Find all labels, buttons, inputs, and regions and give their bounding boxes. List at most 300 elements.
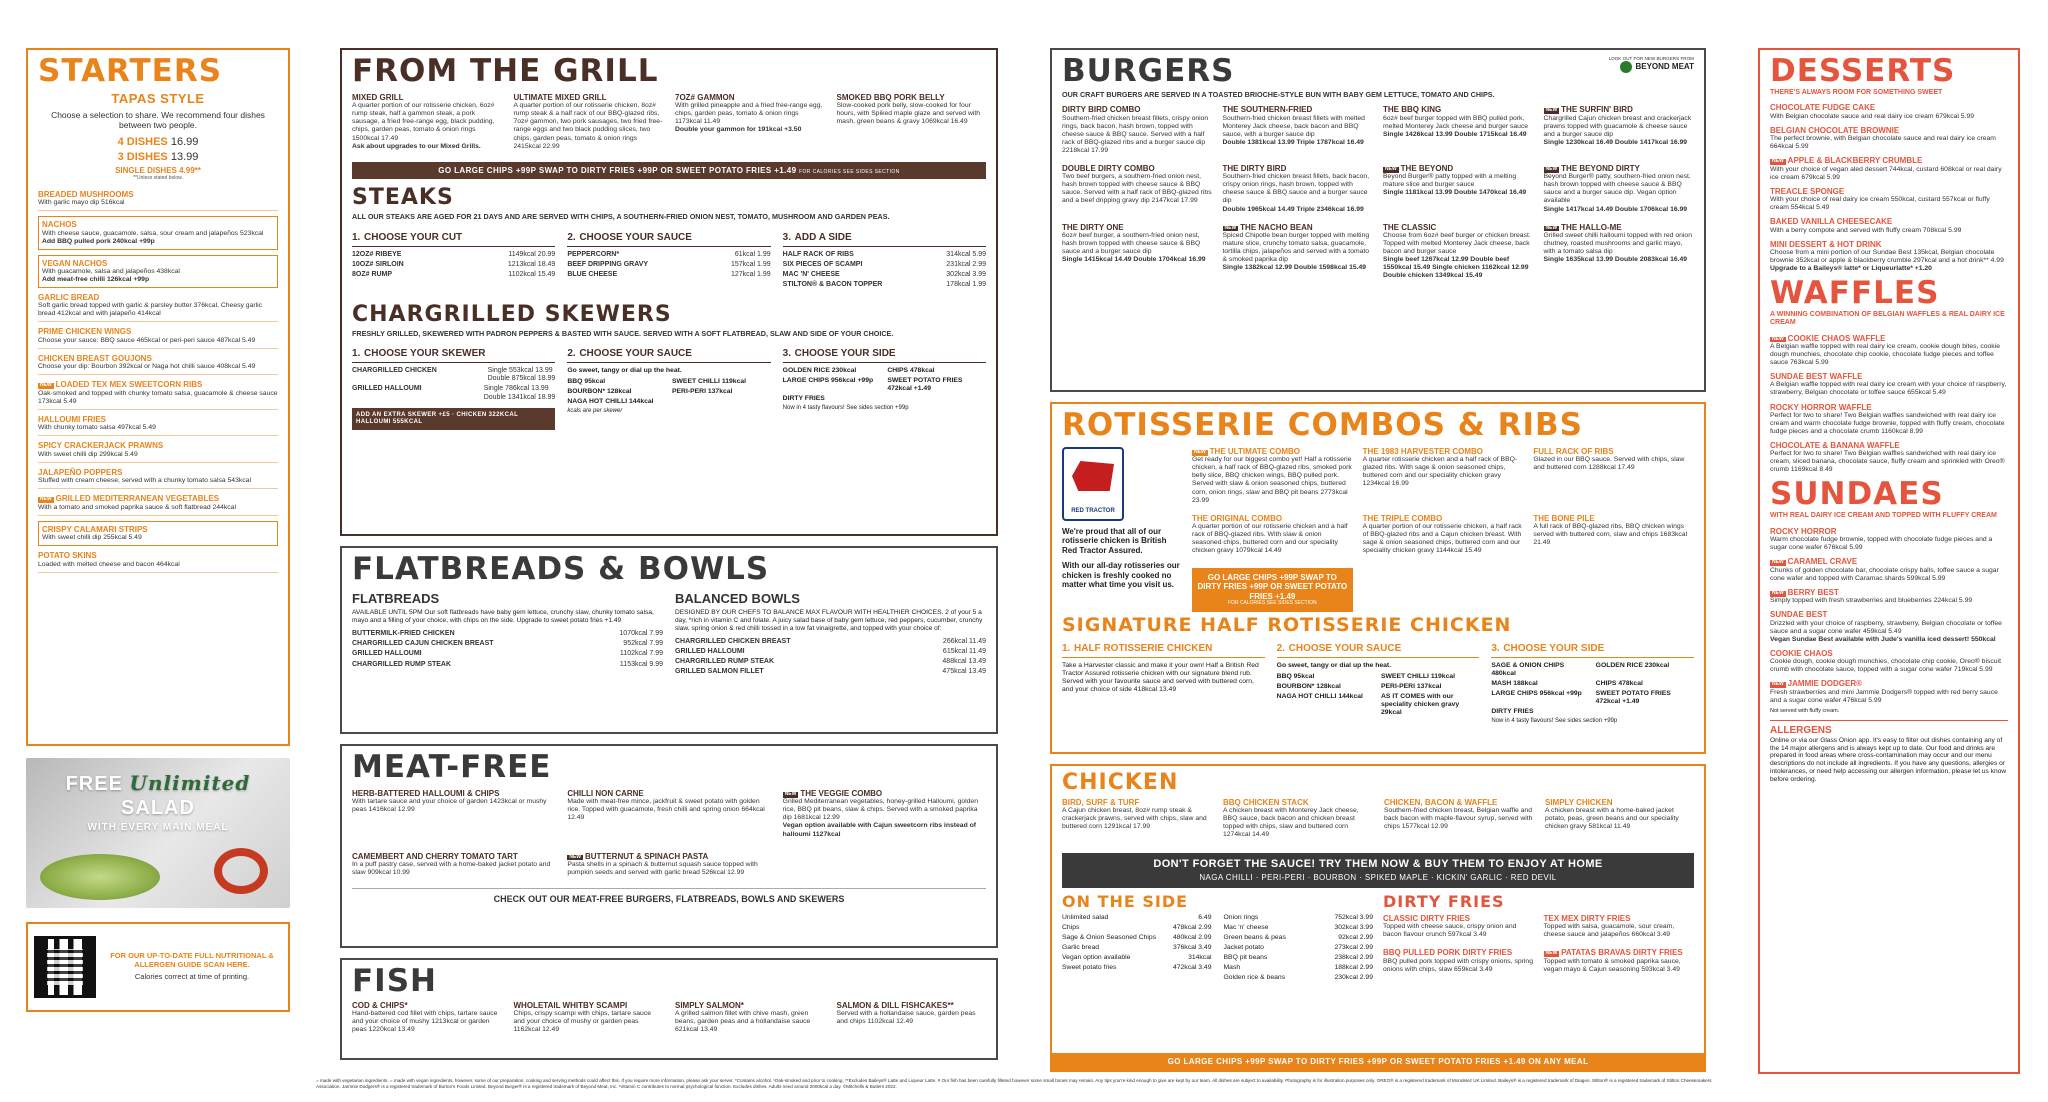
flatbread-price: 1102kcal 7.99 bbox=[619, 650, 663, 658]
sundae-item-name bbox=[1770, 610, 2008, 619]
burgers-section bbox=[1050, 48, 1706, 392]
item-name-text: TREACLE SPONGE bbox=[1770, 186, 1845, 196]
burger-item-price: Double 1965kcal 14.49 Triple 2346kcal 16.99 bbox=[1222, 205, 1364, 213]
desserts-section bbox=[1758, 48, 2020, 1074]
steak-side-name: MAC 'N' CHEESE bbox=[782, 271, 840, 279]
dessert-item-name bbox=[1770, 103, 2008, 112]
steak-side-row bbox=[783, 251, 986, 259]
item-name-text: BAKED VANILLA CHEESECAKE bbox=[1770, 217, 1893, 227]
tapas-price-3: 3 DISHES 13.99 bbox=[117, 151, 199, 164]
item-name-text: MIXED GRILL bbox=[352, 93, 404, 102]
dessert-item-desc: With a berry compote and served with fluffy cream 708kcal 5.99 bbox=[1770, 226, 1962, 234]
burger-item-name bbox=[1062, 164, 1213, 173]
steak-sauce-row bbox=[567, 261, 770, 269]
burger-item bbox=[1223, 223, 1374, 281]
steak-side-price: 231kcal 2.99 bbox=[946, 260, 986, 268]
chicken-item-name bbox=[1384, 798, 1533, 807]
rotisserie-title: ROTISSERIE COMBOS & RIBS bbox=[1062, 407, 1583, 443]
meatfree-item-desc: Made with meat-free mince, jackfruit & sweet potato with golden rice. Topped with guacamole, fresh chilli and spring onion 664kcal 12.49 bbox=[567, 798, 765, 822]
fish-section bbox=[340, 958, 998, 1060]
starter-item-name bbox=[38, 494, 278, 503]
salad-line-2: SALAD bbox=[121, 796, 195, 819]
sundae-item-name bbox=[1770, 588, 2008, 597]
item-name-text: ROCKY HORROR bbox=[1770, 526, 1837, 536]
new-badge: NEW bbox=[1772, 335, 1784, 342]
burger-item bbox=[1383, 105, 1534, 155]
skewer-side-option: SWEET POTATO FRIES 472kcal +1.49 bbox=[887, 377, 963, 393]
rotisserie-item bbox=[1533, 447, 1694, 505]
sundaes-title: SUNDAES bbox=[1770, 476, 1944, 513]
item-name-text: SPICY CRACKERJACK PRAWNS bbox=[38, 441, 164, 451]
waffle-item-name bbox=[1770, 334, 2008, 343]
skewer-double: Double 875kcal 18.99 bbox=[487, 375, 556, 383]
burger-item bbox=[1383, 164, 1534, 214]
side-name: Vegan option available bbox=[1062, 953, 1131, 961]
meatfree-item-name bbox=[783, 789, 986, 798]
starter-item-name bbox=[38, 415, 278, 424]
rotisserie-item-desc: A quarter portion of our rotisserie chicken and a half rack of BBQ-glazed ribs. With slaw & onion seasoned chips, buttered corn and our speciality chicken gravy 1079kcal 14.49 bbox=[1192, 522, 1348, 555]
starters-title: STARTERS bbox=[38, 53, 223, 89]
steaks-intro: ALL OUR STEAKS ARE AGED FOR 21 DAYS AND ARE SERVED WITH CHIPS, A SOUTHERN-FRIED ONION NEST, TOMATO, MUSHROOM AND GARDEN PEAS. bbox=[352, 212, 890, 222]
steak-step-side: 3. ADD A SIDE HALF RACK OF RIBS 314kcal 5.99 SIX PIECES OF SCAMPI 231kcal 2.99 MAC 'N' CHEESE 302kcal 3.99 STILTON® & BACON TOPPER 178kcal 1.99 bbox=[782, 231, 986, 289]
tapas-desc: Choose a selection to share. We recommend four dishes between two people. bbox=[51, 110, 265, 131]
burger-item-name bbox=[1544, 105, 1695, 114]
fish-item-desc: A grilled salmon fillet with chive mash, green beans, garden peas and a hollandaise sauce 621kcal 13.49 bbox=[675, 1010, 811, 1034]
burger-item-name bbox=[1062, 223, 1213, 232]
waffles-sub: A WINNING COMBINATION OF BELGIAN WAFFLES & REAL DAIRY ICE CREAM bbox=[1770, 311, 2005, 327]
starter-item-name bbox=[38, 380, 278, 389]
bowl-row bbox=[675, 648, 986, 656]
item-name-text: SMOKED BBQ PORK BELLY bbox=[836, 93, 945, 102]
burger-item-name bbox=[1383, 105, 1534, 114]
starter-item-desc: Choose your sauce: BBQ sauce 465kcal or peri-peri sauce 487kcal 5.49 bbox=[38, 336, 256, 344]
free-salad-banner bbox=[26, 758, 290, 908]
grill-item bbox=[675, 93, 825, 151]
sundae-item-name bbox=[1770, 527, 2008, 536]
new-badge: NEW bbox=[1772, 681, 1784, 688]
chicken-item-desc: A chicken breast with Monterey Jack cheese, BBQ sauce, back bacon and chicken breast topped with chips, slaw and buttered corn 1274kcal 14.49 bbox=[1223, 807, 1359, 839]
burger-item-desc: Beyond Burger® patty, southern-fried onion nest, hash brown topped with cheese sauce & BBQ sauce and a burger sauce dip. Vegan option available bbox=[1543, 173, 1691, 205]
sundae-note: Not served with fluffy cream. bbox=[1770, 707, 1840, 714]
grill-item-desc: A quarter portion of our rotisserie chicken, 6oz# rump steak, half a gammon steak, a pork sausage, a fried free-range egg, black pudding, chips, garden peas, tomato & onion rings 1500kcal 17.49 bbox=[352, 102, 495, 142]
item-name-text: CHOCOLATE FUDGE CAKE bbox=[1770, 103, 1876, 113]
item-name-text: COD & CHIPS* bbox=[352, 1001, 408, 1010]
starter-item-desc: With garlic mayo dip 516kcal bbox=[38, 199, 125, 207]
steak-cut-price: 1102kcal 15.49 bbox=[508, 271, 556, 279]
burger-item bbox=[1544, 223, 1695, 281]
flatbread-row bbox=[352, 640, 663, 648]
item-name-text: COOKIE CHAOS bbox=[1770, 648, 1833, 658]
waffle-item bbox=[1770, 441, 2008, 474]
new-badge: NEW bbox=[1545, 950, 1558, 957]
grill-item-name bbox=[675, 93, 825, 102]
meatfree-item-name bbox=[352, 852, 555, 861]
flatbread-price: 952kcal 7.99 bbox=[623, 640, 663, 648]
dessert-item-desc: With your choice of real dairy ice cream 550kcal, custard 557kcal or fluffy cream 554kcal 5.49 bbox=[1770, 196, 1990, 212]
grill-item bbox=[352, 93, 502, 151]
steak-sauce-name: BLUE CHEESE bbox=[567, 271, 618, 279]
item-name-text: GARLIC BREAD bbox=[38, 293, 100, 303]
rotisserie-item-name bbox=[1533, 447, 1694, 456]
fish-item bbox=[514, 1001, 664, 1034]
side-name: Green beans & peas bbox=[1223, 933, 1286, 941]
grill-item-desc: Slow-cooked pork belly, slow-cooked for four hours, with Spiked maple glaze and served with mash, green beans & gravy 1069kcal 16.49 bbox=[836, 102, 981, 126]
starter-item-name bbox=[38, 468, 278, 477]
flatbread-row bbox=[352, 630, 663, 638]
hc-sauce-option: SWEET CHILLI 119kcal bbox=[1380, 673, 1456, 681]
meatfree-section bbox=[340, 744, 998, 948]
burger-item-desc: 6oz# beef burger, a southern-fried onion nest, hash brown topped with cheese sauce & BBQ sauce and a burger sauce dip bbox=[1062, 231, 1201, 255]
dessert-item bbox=[1770, 156, 2008, 181]
starter-item bbox=[38, 354, 278, 375]
meatfree-item-desc: With tartare sauce and your choice of garden 1423kcal or mushy peas 1416kcal 12.99 bbox=[352, 798, 547, 814]
burger-item-name bbox=[1383, 223, 1534, 232]
item-name-text: COOKIE CHAOS WAFFLE bbox=[1787, 333, 1886, 343]
column-2 bbox=[340, 48, 998, 1060]
burger-item bbox=[1062, 223, 1213, 281]
grill-item-desc: A quarter portion of our rotisserie chicken, 8oz# rump steak & a half rack of our BBQ-glazed ribs, 7oz# gammon, two pork sausages, two fried free-range eggs and two black pudding slices, two chips, garden peas, tomato & onion rings 2415kcal 22.99 bbox=[513, 102, 663, 150]
rotisserie-item-desc: Glazed in our BBQ sauce. Served with chips, slaw and buttered corn 1288kcal 17.49 bbox=[1533, 456, 1685, 472]
hc-sauce-option: PERI-PERI 137kcal bbox=[1380, 683, 1442, 691]
new-badge: NEW bbox=[1545, 224, 1558, 231]
side-price: 302kcal 3.99 bbox=[1334, 923, 1373, 931]
bowl-price: 488kcal 13.49 bbox=[942, 658, 986, 666]
item-name-text: BBQ CHICKEN STACK bbox=[1223, 798, 1309, 807]
side-row bbox=[1224, 914, 1374, 922]
item-name-text: SIMPLY CHICKEN bbox=[1545, 798, 1613, 807]
skewer-sauce-option: NAGA HOT CHILLI 144kcal bbox=[567, 398, 654, 406]
hc-sauce-option: BBQ 95kcal bbox=[1276, 673, 1315, 681]
flatbread-name: CHARGRILLED RUMP STEAK bbox=[352, 660, 452, 668]
dirty-fries-item-desc: BBQ pulled pork topped with crispy onions, spring onions with chips, slaw 659kcal 3.49 bbox=[1383, 957, 1533, 973]
hc-side-option: CHIPS 478kcal bbox=[1595, 680, 1643, 688]
waffle-item-desc: A Belgian waffle topped with real dairy ice cream, cookie dough bites, cookie dough munchies, chocolate chip cookie, chocolate fudge pieces and toffee sauce 763kcal 5.99 bbox=[1770, 342, 2000, 367]
item-name-text: THE TRIPLE COMBO bbox=[1362, 513, 1443, 523]
side-row bbox=[1224, 944, 1374, 952]
rotisserie-item bbox=[1363, 447, 1524, 505]
dessert-item-desc: The perfect brownie, with Belgian chocolate sauce and real dairy ice cream 664kcal 5.99 bbox=[1770, 135, 1996, 151]
item-name-text: THE SOUTHERN-FRIED bbox=[1222, 105, 1313, 115]
dirty-fries-item-name bbox=[1544, 948, 1695, 957]
starter-item-desc: Loaded with melted cheese and bacon 464kcal bbox=[38, 560, 180, 568]
rotisserie-item-desc: A quarter rotisserie chicken and a half rack of BBQ-glazed ribs. With sage & onion seasoned chips, buttered corn and our speciality chicken gravy 1234kcal 16.99 bbox=[1362, 456, 1518, 488]
rotisserie-item bbox=[1533, 514, 1694, 556]
item-name-text: LOADED TEX MEX SWEETCORN RIBS bbox=[55, 380, 203, 390]
item-name-text: GRILLED MEDITERRANEAN VEGETABLES bbox=[55, 494, 220, 504]
new-badge: NEW bbox=[40, 382, 52, 389]
bowl-row bbox=[675, 668, 986, 676]
skewers-title: CHARGRILLED SKEWERS bbox=[352, 301, 672, 327]
steak-side-row bbox=[783, 271, 986, 279]
fish-item-desc: Hand-battered cod fillet with chips, tartare sauce and your choice of mushy 1213kcal or garden peas 1220kcal 13.49 bbox=[352, 1010, 498, 1034]
meatfree-item bbox=[783, 789, 986, 839]
steak-step-cut: 1. CHOOSE YOUR CUT 12OZ# RIBEYE 1149kcal 20.99 10OZ# SIRLOIN 1213kcal 18.49 8OZ# RUMP 1102kcal 15.49 bbox=[352, 231, 556, 279]
hc-side-option: MASH 188kcal bbox=[1491, 680, 1538, 688]
waffle-item bbox=[1770, 403, 2008, 436]
fish-item-name bbox=[837, 1001, 987, 1010]
item-name-text: CHICKEN BREAST GOUJONS bbox=[38, 353, 152, 363]
burger-item bbox=[1383, 223, 1534, 281]
sundaes-sub: WITH REAL DAIRY ICE CREAM AND TOPPED WITH FLUFFY CREAM bbox=[1770, 512, 1997, 520]
waffle-item-name bbox=[1770, 403, 2008, 412]
bowl-name: GRILLED SALMON FILLET bbox=[675, 668, 764, 676]
starter-item-name bbox=[38, 354, 278, 363]
dessert-item-name bbox=[1770, 156, 2008, 165]
rotisserie-item bbox=[1192, 514, 1353, 556]
item-name-text: BUTTERNUT & SPINACH PASTA bbox=[585, 851, 709, 861]
rotisserie-item-name bbox=[1533, 514, 1694, 523]
starter-item-name bbox=[42, 220, 274, 229]
starter-item-desc: With sweet chilli dip 255kcal 5.49 bbox=[42, 534, 142, 542]
item-name-text: BBQ PULLED PORK DIRTY FRIES bbox=[1383, 948, 1513, 958]
sundae-item-price: Vegan Sundae Best available with Jude's vanilla iced dessert! 550kcal bbox=[1770, 635, 1996, 643]
steaks-title: STEAKS bbox=[352, 185, 454, 211]
starter-item-name bbox=[42, 525, 274, 534]
dirty-fries-item-name bbox=[1544, 914, 1695, 923]
side-price: 92kcal 2.99 bbox=[1338, 933, 1373, 941]
dessert-item-desc: With your choice of vegan aled dessert 744kcal, custard 608kcal or real dairy ice cream 679kcal 5.99 bbox=[1770, 165, 2002, 181]
sundae-item-name bbox=[1770, 649, 2008, 658]
waffle-item-name bbox=[1770, 372, 2008, 381]
dirty-fries-item-name bbox=[1383, 914, 1534, 923]
grill-item-name bbox=[514, 93, 664, 102]
extra-skewer-bar: ADD AN EXTRA SKEWER +£5 · CHICKEN 322KCAL HALLOUMI 555KCAL bbox=[352, 408, 555, 430]
burger-item-desc: Southern-fried chicken breast fillets with melted Monterey Jack cheese, back bacon and BBQ sauce, with a burger sauce dip bbox=[1222, 114, 1365, 138]
steak-side-price: 178kcal 1.99 bbox=[946, 281, 986, 289]
fish-item-name bbox=[352, 1001, 502, 1010]
burgers-title: BURGERS bbox=[1062, 53, 1235, 89]
item-name-text: THE HALLO-ME bbox=[1561, 222, 1622, 232]
burger-item-price: Double 1381kcal 13.99 Triple 1787kcal 16.49 bbox=[1222, 138, 1364, 146]
dessert-item-name bbox=[1770, 187, 2008, 196]
item-name-text: HALLOUMI FRIES bbox=[38, 414, 106, 424]
flatbread-row bbox=[352, 650, 663, 658]
burger-item-price: Single 1382kcal 12.99 Double 1598kcal 15.49 bbox=[1222, 264, 1367, 272]
starter-item-desc: With chunky tomato salsa 497kcal 5.49 bbox=[38, 424, 156, 432]
item-name-text: DIRTY BIRD COMBO bbox=[1062, 105, 1141, 115]
new-badge: NEW bbox=[1385, 166, 1397, 172]
side-price: 6.49 bbox=[1198, 913, 1212, 921]
side-row bbox=[1224, 924, 1374, 932]
salad-line-1: FREE Unlimited bbox=[65, 771, 251, 795]
item-name-text: VEGAN NACHOS bbox=[42, 258, 108, 268]
item-name-text: THE BONE PILE bbox=[1533, 513, 1595, 523]
burger-item-desc: Chargrilled Cajun chicken breast and crackerjack prawns topped with guacamole & cheese sauce and a burger sauce dip bbox=[1543, 114, 1692, 138]
starter-item bbox=[38, 521, 278, 546]
meatfree-item-price: Vegan option available with Cajun sweetcorn ribs instead of halloumi 1127kcal bbox=[782, 822, 977, 838]
column-3 bbox=[1050, 48, 1706, 1072]
side-row bbox=[1224, 964, 1374, 972]
skewer-side-option: LARGE CHIPS 956kcal +99p bbox=[782, 377, 874, 384]
burger-item-name bbox=[1223, 105, 1374, 114]
new-badge: NEW bbox=[1224, 224, 1237, 231]
starter-item-desc: Stuffed with cream cheese, served with a chunky tomato salsa 543kcal bbox=[38, 477, 251, 485]
new-badge: NEW bbox=[1545, 107, 1558, 114]
burger-item bbox=[1544, 164, 1695, 214]
new-badge: NEW bbox=[1545, 166, 1558, 172]
salad-bowl-image bbox=[40, 854, 160, 900]
desserts-sub: THERE'S ALWAYS ROOM FOR SOMETHING SWEET bbox=[1770, 89, 1943, 96]
chicken-section bbox=[1050, 764, 1706, 1072]
fish-item-name bbox=[514, 1001, 664, 1010]
chicken-item-name bbox=[1545, 798, 1694, 807]
sides-block: ON THE SIDE Unlimited salad 6.49 Chips 478kcal 2.99 Sage & Onion Seasoned Chips 480kcal 2.99 Garlic bread 376kcal 3.49 Vegan option available 314kcal Sweet potato fries 472kcal 3.49 Onion rings 752kcal 3.99 Mac 'n' cheese 302kcal 3.99 Green beans & peas 92kcal 2.99 Jacket potato 273kcal 2.99 BBQ pit beans 238kcal 2.99 Mash 188kcal 2.99 Golden rice & beans 230kcal 2.99 bbox=[1062, 891, 1373, 981]
dessert-item bbox=[1770, 103, 2008, 120]
side-name: Mac 'n' cheese bbox=[1223, 923, 1269, 931]
side-price: 478kcal 2.99 bbox=[1172, 923, 1212, 931]
new-badge: NEW bbox=[1772, 589, 1784, 596]
waffle-item-desc: Perfect for two to share! Two Belgian waffles sandwiched with real dairy ice cream, sliced banana, chocolate sauce, fluffy cream and sprinkled with Oreo® crumb 1169kcal 8.49 bbox=[1770, 450, 2005, 474]
new-badge: NEW bbox=[1772, 158, 1784, 165]
side-name: Onion rings bbox=[1223, 913, 1259, 921]
sundae-item-desc: Cookie dough, cookie dough munchies, chocolate chip cookie, Oreo® biscuit crumb with chocolate sauce, topped with a sugar cone wafer 719kcal 5.99 bbox=[1770, 658, 2001, 674]
skewer-side-option: GOLDEN RICE 230kcal bbox=[782, 366, 857, 374]
burger-item bbox=[1062, 105, 1213, 155]
side-price: 238kcal 2.99 bbox=[1334, 953, 1373, 961]
steak-sauce-name: PEPPERCORN* bbox=[567, 250, 620, 258]
rotisserie-item bbox=[1192, 447, 1353, 505]
sundae-item bbox=[1770, 527, 2008, 552]
skewer-side-option: CHIPS 478kcal bbox=[887, 366, 935, 374]
side-price: 472kcal 3.49 bbox=[1172, 963, 1212, 971]
fish-item-desc: Served with a hollandaise sauce, garden peas and chips 1102kcal 12.49 bbox=[836, 1010, 976, 1026]
dessert-item-desc: Choose from a mini portion of our Sundae Best 135kcal, Belgian chocolate brownie 352kcal or apple & blackberry crumble 297kcal and a hot drink** 4.99 bbox=[1770, 249, 2004, 265]
starter-item-name bbox=[38, 327, 278, 336]
item-name-text: THE ORIGINAL COMBO bbox=[1192, 513, 1283, 523]
sundae-item bbox=[1770, 557, 2008, 582]
rotisserie-item-desc: A quarter portion of our rotisserie chicken, a half rack of BBQ-glazed ribs and a Cajun chicken breast. With sage & onion seasoned chips, buttered corn and our speciality chicken gravy 1144kcal 15.49 bbox=[1362, 522, 1522, 555]
skewer-single: Single 553kcal 13.99 bbox=[487, 366, 553, 374]
qr-text: FOR OUR UP-TO-DATE FULL NUTRITIONAL & ALLERGEN GUIDE SCAN HERE. Calories correct at time of printing. bbox=[110, 950, 274, 982]
meatfree-item-name bbox=[567, 789, 770, 798]
hc-sauce-option: BOURBON* 128kcal bbox=[1276, 683, 1341, 691]
bowl-row bbox=[675, 658, 986, 666]
chicken-item-name bbox=[1223, 798, 1372, 807]
starter-item-desc: With guacamole, salsa and jalapeños 438kcal bbox=[42, 267, 180, 275]
chicken-item-desc: Southern-fried chicken breast, Belgian waffle and back bacon with maple-flavour syrup, served with chips 1577kcal 12.99 bbox=[1384, 807, 1533, 831]
burgers-intro: OUR CRAFT BURGERS ARE SERVED IN A TOASTED BRIOCHE-STYLE BUN WITH BABY GEM LETTUCE, TOMATO AND CHIPS. bbox=[1062, 90, 1495, 99]
tapas-price-4: 4 DISHES 16.99 bbox=[117, 136, 199, 149]
dirty-fries-item-desc: Topped with cheese sauce, crispy onion and bacon flavour crunch 597kcal 3.49 bbox=[1383, 923, 1517, 939]
skewer-step-1: 1. CHOOSE YOUR SKEWER CHARGRILLED CHICKEN Single 553kcal 13.99 Double 875kcal 18.99 GRILLED HALLOUMI Single 786kcal 13.99 Double 1341kcal 18.99 ADD AN EXTRA SKEWER +£5 · CHICKEN 322KCAL HALLOUMI 555KCAL bbox=[352, 344, 555, 434]
flatbread-name: GRILLED HALLOUMI bbox=[352, 650, 422, 658]
skewer-row bbox=[352, 385, 555, 402]
waffles-title: WAFFLES bbox=[1770, 275, 1940, 312]
starter-item bbox=[38, 441, 278, 462]
new-badge: NEW bbox=[784, 791, 797, 797]
burger-item-desc: 6oz# beef burger topped with BBQ pulled pork, melted Monterey Jack cheese and burger sauce bbox=[1383, 114, 1529, 130]
fish-title: FISH bbox=[352, 963, 437, 999]
rotisserie-upgrade-badge bbox=[1192, 568, 1353, 612]
steak-sauce-price: 61kcal 1.99 bbox=[734, 250, 771, 258]
steak-side-price: 314kcal 5.99 bbox=[946, 250, 986, 258]
starter-item-name bbox=[38, 190, 278, 199]
meatfree-item-desc: Grilled Mediterranean vegetables, honey-grilled Halloumi, golden rice, BBQ pit beans, slaw & chips. Served with a smoked paprika dip 1681kcal 12.99 bbox=[782, 798, 978, 822]
bowl-price: 266kcal 11.49 bbox=[942, 637, 986, 645]
side-row bbox=[1062, 964, 1212, 972]
skewer-sauce-option: PERI-PERI 137kcal bbox=[671, 388, 733, 396]
side-name: BBQ pit beans bbox=[1223, 953, 1268, 961]
burger-item bbox=[1544, 105, 1695, 155]
new-badge: NEW bbox=[569, 853, 581, 860]
waffle-item-desc: A Belgian waffle topped with real dairy ice cream with your choice of raspberry, strawberry, Belgian chocolate or toffee sauce 655kcal 5.49 bbox=[1770, 381, 2007, 397]
steak-side-name: SIX PIECES OF SCAMPI bbox=[782, 260, 863, 268]
bottom-upgrade-bar: GO LARGE CHIPS +99P SWAP TO DIRTY FRIES +99P OR SWEET POTATO FRIES +1.49 ON ANY MEAL bbox=[1052, 1053, 1704, 1070]
skewer-step-2: 2. CHOOSE YOUR SAUCE Go sweet, tangy or dial up the heat. BBQ 95kcal SWEET CHILLI 119kcal BOURBON* 128kcal PERI-PERI 137kcal NAGA HOT CHILLI 144kcal kcals are per skewer bbox=[567, 344, 770, 434]
item-name-text: THE VEGGIE COMBO bbox=[800, 789, 883, 798]
item-name-text: JAMMIE DODGER® bbox=[1787, 679, 1863, 689]
dessert-item bbox=[1770, 240, 2008, 273]
dessert-item-name bbox=[1770, 217, 2008, 226]
side-row bbox=[1224, 954, 1374, 962]
steak-sauce-price: 127kcal 1.99 bbox=[730, 271, 771, 279]
side-name: Chips bbox=[1062, 923, 1080, 931]
burger-item-name bbox=[1544, 223, 1695, 232]
grill-title: FROM THE GRILL bbox=[352, 53, 659, 89]
item-name-text: 7OZ# GAMMON bbox=[675, 93, 735, 102]
meatfree-item bbox=[352, 852, 555, 877]
item-name-text: THE BEYOND bbox=[1400, 164, 1454, 173]
dessert-item bbox=[1770, 187, 2008, 212]
chicken-item bbox=[1384, 798, 1533, 840]
skewer-single: Single 786kcal 13.99 bbox=[483, 385, 549, 393]
side-row bbox=[1062, 934, 1212, 942]
side-row bbox=[1224, 974, 1374, 982]
sundae-item-desc: Drizzled with your choice of raspberry, strawberry, Belgian chocolate or toffee sauce and a sugar cone wafer 459kcal 5.49 bbox=[1770, 619, 2002, 635]
starter-item-price: Add meat-free chilli 126kcal +99p bbox=[42, 276, 150, 283]
new-badge: NEW bbox=[1772, 559, 1784, 566]
steak-side-price: 302kcal 3.99 bbox=[946, 271, 986, 279]
meatfree-item-name bbox=[567, 852, 770, 861]
fish-item bbox=[675, 1001, 825, 1034]
burger-item-desc: Two beef burgers, a southern-fried onion nest, hash brown topped with cheese sauce & BBQ sauce. Served with a half rack of BBQ-glazed ribs and a beef dripping gravy dip 2147kcal 17.99 bbox=[1062, 173, 1212, 205]
meatfree-item bbox=[352, 789, 555, 839]
item-name-text: SIMPLY SALMON* bbox=[675, 1001, 744, 1010]
steak-side-row bbox=[783, 261, 986, 269]
burger-item-desc: Spiced Chipotle bean burger topped with melting mature slice, crunchy tomato salsa, guacamole, tortilla chips, jalapeños and served with a tomato & smoked paprika dip bbox=[1222, 231, 1370, 263]
burger-item-price: Single 1181kcal 13.99 Double 1470kcal 16.49 bbox=[1383, 189, 1527, 197]
rotisserie-item-desc: Get ready for our biggest combo yet! Half a rotisserie chicken, a half rack of BBQ-glazed ribs, smoked pork belly slice, BBQ chicken wings, BBQ pulled pork. Served with slaw & onion seasoned chips, buttered corn, onion rings, slaw and BBQ pit beans 2773kcal 23.99 bbox=[1192, 456, 1352, 504]
rotisserie-item bbox=[1363, 514, 1524, 556]
item-name-text: THE ULTIMATE COMBO bbox=[1209, 447, 1301, 456]
bowl-price: 615kcal 11.49 bbox=[942, 647, 986, 655]
flatbreads-title: FLATBREADS & BOWLS bbox=[352, 551, 770, 587]
qr-code[interactable] bbox=[34, 936, 96, 998]
skewer-sauce-option: BBQ 95kcal bbox=[567, 378, 606, 385]
dirty-fries-item bbox=[1383, 914, 1534, 939]
bowl-name: CHARGRILLED CHICKEN BREAST bbox=[675, 637, 791, 645]
meatfree-item-desc: Pasta shells in a spinach & butternut squash sauce topped with pumpkin seeds and served with garlic bread 526kcal 12.99 bbox=[567, 860, 758, 876]
item-name-text: THE CLASSIC bbox=[1383, 222, 1437, 232]
sundae-item bbox=[1770, 588, 2008, 605]
burger-item-desc: Choose from 6oz# beef burger or chicken breast. Topped with melted Monterey Jack cheese, back bacon and burger sauce bbox=[1383, 231, 1531, 255]
item-name-text: CHOCOLATE & BANANA WAFFLE bbox=[1770, 440, 1900, 450]
side-price: 273kcal 2.99 bbox=[1334, 943, 1373, 951]
starter-item-desc: With a tomato and smoked paprika sauce & soft flatbread 244kcal bbox=[38, 503, 236, 511]
skewer-name: CHARGRILLED CHICKEN bbox=[352, 366, 437, 374]
rotisserie-section bbox=[1050, 402, 1706, 754]
starter-item-name bbox=[42, 259, 274, 268]
starters-column bbox=[26, 48, 290, 1012]
starter-item-desc: With sweet chilli dip 299kcal 5.49 bbox=[38, 450, 138, 458]
starter-item-price: Add BBQ pulled pork 240kcal +99p bbox=[42, 237, 155, 245]
item-name-text: NACHOS bbox=[42, 220, 77, 230]
flatbreads-section bbox=[340, 546, 998, 734]
skewer-step-3: 3. CHOOSE YOUR SIDE GOLDEN RICE 230kcal CHIPS 478kcal LARGE CHIPS 956kcal +99p SWEET POTATO FRIES 472kcal +1.49 DIRTY FRIES Now in 4 tasty flavours! See sides section +99p bbox=[783, 344, 986, 434]
item-name-text: WHOLETAIL WHITBY SCAMPI bbox=[513, 1001, 628, 1010]
grill-item bbox=[837, 93, 987, 151]
item-name-text: TEX MEX DIRTY FRIES bbox=[1543, 913, 1631, 923]
